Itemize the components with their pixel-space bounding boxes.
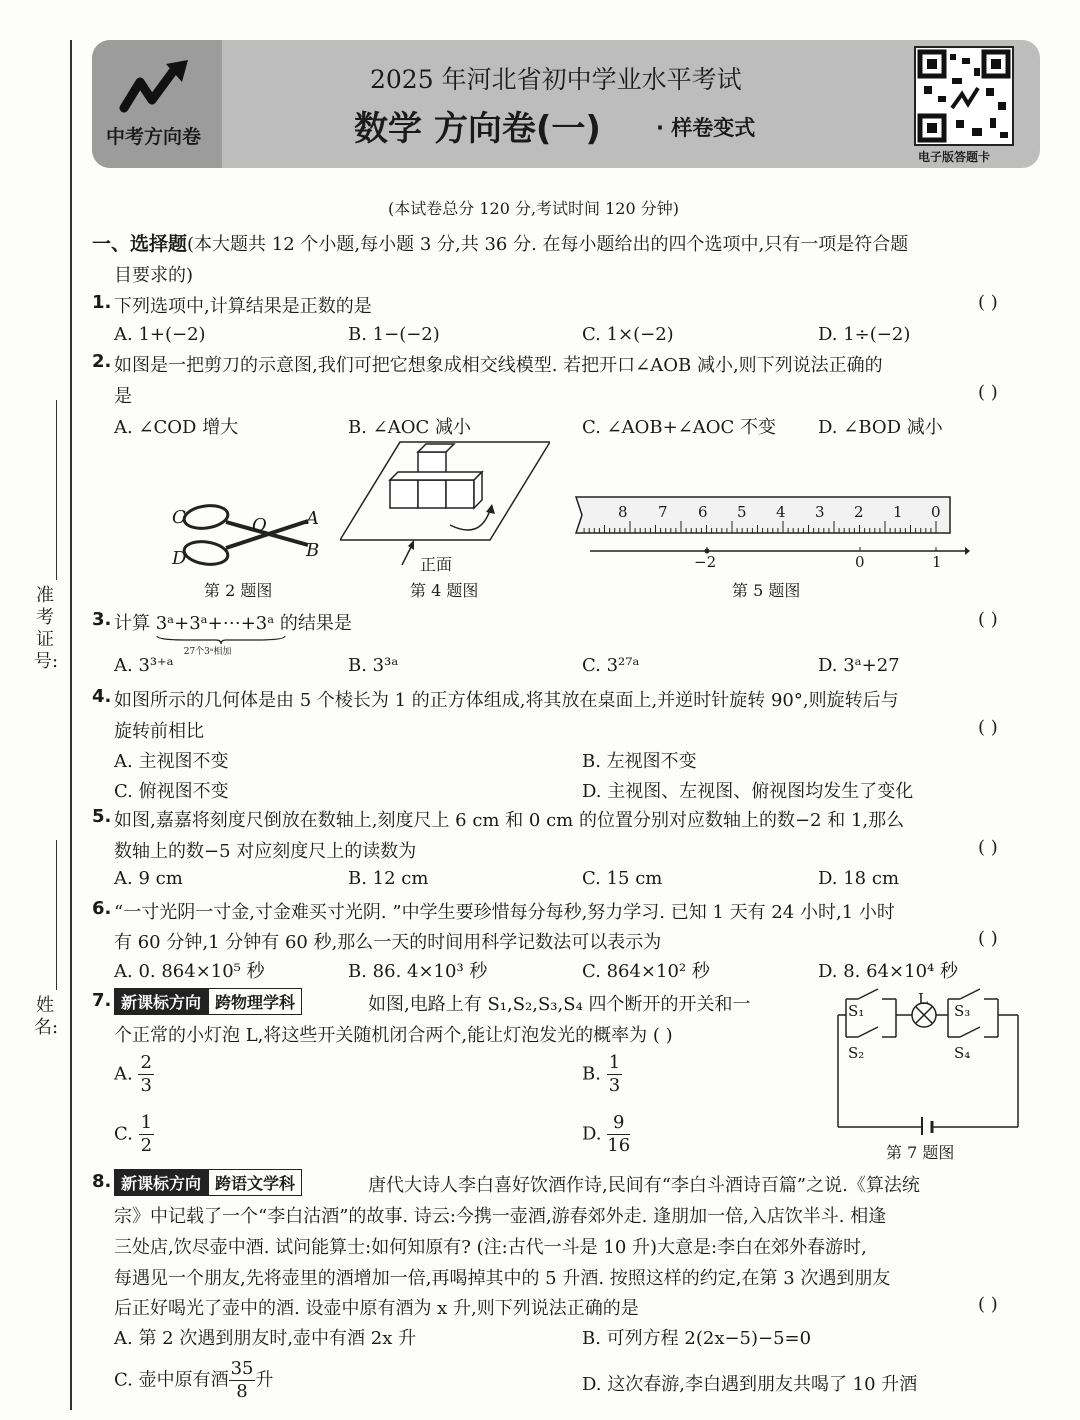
q7-tag-direction: 新课标方向 bbox=[114, 988, 208, 1015]
circuit-label-s1: S₁ bbox=[848, 1002, 865, 1020]
q6-option-d[interactable]: D. 8. 64×10⁴ 秒 bbox=[818, 961, 958, 982]
option-denominator: 3 bbox=[140, 1075, 152, 1096]
q6-answer-blank[interactable]: ( ) bbox=[978, 928, 998, 949]
exam-id-blank bbox=[56, 400, 57, 580]
q3-answer-blank[interactable]: ( ) bbox=[978, 609, 998, 630]
q2-stem-2: 是 bbox=[114, 386, 132, 407]
fig2-label-c: C bbox=[172, 507, 186, 528]
q6-option-c[interactable]: C. 864×10² 秒 bbox=[582, 961, 710, 982]
q3-stem-b: 的结果是 bbox=[279, 613, 352, 634]
q4-stem-2: 旋转前相比 bbox=[114, 721, 204, 742]
q2-stem-1: 如图是一把剪刀的示意图,我们可把它想象成相交线模型. 若把开口∠AOB 减小,则下列说法正确的 bbox=[114, 355, 883, 376]
q4-answer-blank[interactable]: ( ) bbox=[978, 717, 998, 738]
paper-subtitle: · 样卷变式 bbox=[656, 116, 756, 140]
q2-number: 2. bbox=[92, 351, 112, 372]
axis-label-0: 0 bbox=[855, 553, 865, 571]
q5-option-a[interactable]: A. 9 cm bbox=[114, 868, 183, 889]
ruler-tick-label: 7 bbox=[658, 503, 668, 521]
q8-option-c-pre: C. 壶中原有酒 bbox=[114, 1369, 229, 1391]
fig2-label-b: B bbox=[306, 540, 320, 561]
q1-option-d[interactable]: D. 1÷(−2) bbox=[818, 324, 911, 345]
qr-caption: 电子版答题卡 bbox=[918, 150, 991, 164]
option-numerator: 1 bbox=[140, 1112, 153, 1133]
q8-option-d[interactable]: D. 这次春游,李白遇到朋友共喝了 10 升酒 bbox=[582, 1374, 918, 1395]
fig7-caption: 第 7 题图 bbox=[886, 1143, 955, 1162]
q5-stem-1: 如图,嘉嘉将刻度尺倒放在数轴上,刻度尺上 6 cm 和 0 cm 的位置分别对应数轴上的数−2 和 1,那么 bbox=[114, 810, 905, 831]
q4-option-a[interactable]: A. 主视图不变 bbox=[114, 751, 229, 772]
section-desc-2: 目要求的) bbox=[114, 265, 194, 286]
ruler-tick-label: 5 bbox=[737, 503, 747, 521]
q7-option-d[interactable] bbox=[582, 1112, 630, 1157]
q3-expression: 3ᵃ+3ᵃ+⋯+3ᵃ bbox=[155, 613, 275, 634]
circuit-label-s2: S₂ bbox=[848, 1044, 865, 1062]
q5-answer-blank[interactable]: ( ) bbox=[978, 837, 998, 858]
q8-stem-2: 宗》中记载了一个“李白沽酒”的故事. 诗云:今携一壶酒,游春郊外走. 逢朋加一倍,入店饮半斗. 相逢 bbox=[114, 1206, 887, 1227]
circuit-label-l: L bbox=[918, 990, 928, 1008]
q7-stem-2: 个正常的小灯泡 L,将这些开关随机闭合两个,能让灯泡发光的概率为 ( ) bbox=[114, 1025, 673, 1046]
option-numerator: 9 bbox=[607, 1112, 630, 1135]
ruler-tick-label: 4 bbox=[776, 503, 786, 521]
fig4-front-label: 正面 bbox=[420, 555, 453, 574]
exam-note: (本试卷总分 120 分,考试时间 120 分钟) bbox=[388, 199, 679, 218]
q6-number: 6. bbox=[92, 898, 112, 919]
paper-title: 数学 方向卷(一) bbox=[354, 109, 601, 149]
ruler-tick-label: 3 bbox=[815, 503, 825, 521]
q1-option-c[interactable]: C. 1×(−2) bbox=[582, 324, 674, 345]
q7-stem-1: 如图,电路上有 S₁,S₂,S₃,S₄ 四个断开的开关和一 bbox=[368, 994, 751, 1015]
fig2-caption: 第 2 题图 bbox=[204, 581, 273, 600]
q2-option-b[interactable]: B. ∠AOC 减小 bbox=[348, 417, 472, 438]
q5-number: 5. bbox=[92, 806, 112, 827]
q7-number: 7. bbox=[92, 990, 112, 1011]
fig2-label-o: O bbox=[252, 515, 267, 536]
option-denominator: 3 bbox=[608, 1075, 621, 1096]
q1-answer-blank[interactable]: ( ) bbox=[978, 292, 998, 313]
q1-option-a[interactable]: A. 1+(−2) bbox=[114, 324, 206, 345]
q4-option-c[interactable]: C. 俯视图不变 bbox=[114, 781, 229, 802]
option-denominator: 16 bbox=[607, 1135, 631, 1156]
q6-stem-1: “一寸光阴一寸金,寸金难买寸光阴. ”中学生要珍惜每分每秒,努力学习. 已知 1 天有 24 小时,1 小时 bbox=[114, 902, 895, 923]
q8-stem-1: 唐代大诗人李白喜好饮酒作诗,民间有“李白斗酒诗百篇”之说.《算法统 bbox=[368, 1175, 920, 1196]
q8-option-c-numerator: 35 bbox=[230, 1358, 254, 1379]
badge-text: 中考方向卷 bbox=[106, 126, 202, 148]
q2-option-a[interactable]: A. ∠COD 增大 bbox=[114, 417, 239, 438]
q3-stem bbox=[114, 609, 352, 657]
circuit-label-s3: S₃ bbox=[954, 1002, 971, 1020]
fig2-label-a: A bbox=[306, 508, 319, 529]
q7-option-c[interactable] bbox=[114, 1112, 154, 1157]
q7-option-a[interactable] bbox=[114, 1052, 154, 1097]
q1-number: 1. bbox=[92, 292, 112, 313]
q1-stem: 下列选项中,计算结果是正数的是 bbox=[114, 296, 372, 317]
q8-tags bbox=[114, 1169, 302, 1196]
q2-answer-blank[interactable]: ( ) bbox=[978, 382, 998, 403]
ruler-tick-label: 2 bbox=[854, 503, 864, 521]
option-numerator: 1 bbox=[608, 1052, 621, 1073]
q2-option-c[interactable]: C. ∠AOB+∠AOC 不变 bbox=[582, 417, 777, 438]
option-letter: C. bbox=[114, 1123, 133, 1145]
q8-number: 8. bbox=[92, 1171, 112, 1192]
q8-option-c[interactable] bbox=[114, 1358, 273, 1403]
circuit-label-s4: S₄ bbox=[954, 1044, 971, 1062]
section-desc-1: (本大题共 12 个小题,每小题 3 分,共 36 分. 在每小题给出的四个选项中,只有一项是符合题 bbox=[187, 234, 909, 255]
q4-number: 4. bbox=[92, 686, 112, 707]
fig2-label-d: D bbox=[172, 548, 187, 569]
option-letter: D. bbox=[582, 1123, 602, 1145]
q5-option-b[interactable]: B. 12 cm bbox=[348, 868, 429, 889]
q8-option-b[interactable]: B. 可列方程 2(2x−5)−5=0 bbox=[582, 1328, 812, 1349]
q3-number: 3. bbox=[92, 609, 112, 630]
axis-label-1: 1 bbox=[932, 553, 942, 571]
q3-stem-a: 计算 bbox=[114, 613, 150, 634]
q8-stem-3: 三处店,饮尽壶中酒. 试问能算士:如何知原有? (注:古代一斗是 10 升)大意是:李白在郊外春游时, bbox=[114, 1237, 867, 1258]
qr-code[interactable] bbox=[914, 46, 1014, 146]
q4-option-d[interactable]: D. 主视图、左视图、俯视图均发生了变化 bbox=[582, 781, 914, 802]
q8-stem-4: 每遇见一个朋友,先将壶里的酒增加一倍,再喝掉其中的 5 升酒. 按照这样的约定,在第 3 次遇到朋友 bbox=[114, 1268, 891, 1289]
q7-option-b[interactable] bbox=[582, 1052, 622, 1097]
q1-option-b[interactable]: B. 1−(−2) bbox=[348, 324, 440, 345]
option-denominator: 2 bbox=[140, 1135, 153, 1156]
axis-label-neg2: −2 bbox=[694, 553, 717, 571]
q6-option-a[interactable]: A. 0. 864×10⁵ 秒 bbox=[114, 961, 265, 982]
q8-option-c-denominator: 8 bbox=[236, 1381, 248, 1402]
exam-id-label: 准考证号: bbox=[34, 585, 59, 672]
q3-option-c[interactable]: C. 3²⁷ᵃ bbox=[582, 655, 640, 676]
exam-title: 2025 年河北省初中学业水平考试 bbox=[370, 65, 742, 94]
q2-option-d[interactable]: D. ∠BOD 减小 bbox=[818, 417, 943, 438]
q3-option-d[interactable]: D. 3ᵃ+27 bbox=[818, 655, 900, 676]
q3-option-a[interactable]: A. 3³⁺ᵃ bbox=[114, 655, 174, 676]
section-heading bbox=[92, 229, 908, 256]
q7-tags bbox=[114, 988, 302, 1015]
fig4-caption: 第 4 题图 bbox=[410, 581, 479, 600]
trend-arrow-icon bbox=[118, 58, 200, 118]
q8-tag-subject: 跨语文学科 bbox=[208, 1169, 302, 1196]
q8-tag-direction: 新课标方向 bbox=[114, 1169, 208, 1196]
q6-stem-2: 有 60 分钟,1 分钟有 60 秒,那么一天的时间用科学记数法可以表示为 bbox=[114, 932, 662, 953]
q4-stem-1: 如图所示的几何体是由 5 个棱长为 1 的正方体组成,将其放在桌面上,并逆时针旋转 90°,则旋转后与 bbox=[114, 690, 899, 711]
q7-tag-subject: 跨物理学科 bbox=[208, 988, 302, 1015]
fig5-ruler-axis bbox=[570, 495, 970, 575]
option-numerator: 2 bbox=[140, 1052, 152, 1073]
q8-answer-blank[interactable]: ( ) bbox=[978, 1294, 998, 1315]
ruler-tick-label: 8 bbox=[618, 503, 628, 521]
fig5-caption: 第 5 题图 bbox=[732, 581, 801, 600]
q5-option-c[interactable]: C. 15 cm bbox=[582, 868, 663, 889]
q6-option-b[interactable]: B. 86. 4×10³ 秒 bbox=[348, 961, 488, 982]
ruler-tick-label: 0 bbox=[931, 503, 941, 521]
section-title: 一、选择题 bbox=[92, 233, 188, 255]
ruler-tick-label: 6 bbox=[698, 503, 708, 521]
ruler-tick-label: 1 bbox=[893, 503, 903, 521]
q3-brace-note: 27个3ᵃ相加 bbox=[183, 647, 232, 657]
binding-margin-line bbox=[70, 40, 72, 1410]
option-letter: B. bbox=[582, 1063, 601, 1085]
q5-option-d[interactable]: D. 18 cm bbox=[818, 868, 900, 889]
q8-option-c-post: 升 bbox=[255, 1369, 274, 1391]
q8-stem-5: 后正好喝光了壶中的酒. 设壶中原有酒为 x 升,则下列说法正确的是 bbox=[114, 1298, 639, 1319]
q5-stem-2: 数轴上的数−5 对应刻度尺上的读数为 bbox=[114, 841, 417, 862]
q4-option-b[interactable]: B. 左视图不变 bbox=[582, 751, 697, 772]
fig2-scissors bbox=[168, 495, 328, 575]
option-letter: A. bbox=[114, 1063, 133, 1085]
name-blank bbox=[56, 840, 57, 990]
name-label: 姓名: bbox=[34, 995, 59, 1038]
q8-option-a[interactable]: A. 第 2 次遇到朋友时,壶中有酒 2x 升 bbox=[114, 1328, 417, 1349]
q3-option-b[interactable]: B. 3³ᵃ bbox=[348, 655, 399, 676]
